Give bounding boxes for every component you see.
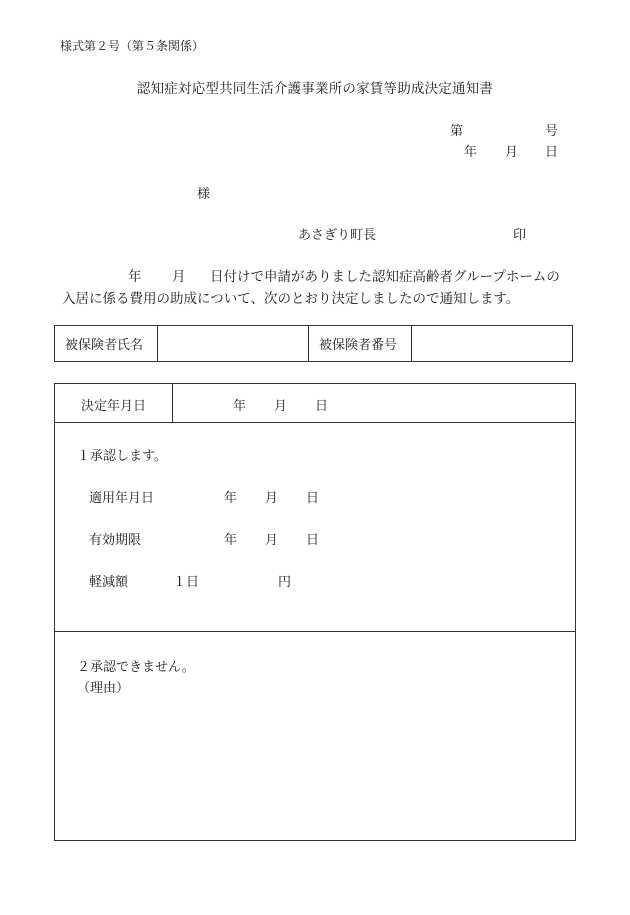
apply-date-label: 適用年月日 [89, 491, 155, 506]
decision-month: 月 [274, 399, 288, 414]
date-day: 日 [545, 145, 559, 160]
doc-number-prefix: 第 [450, 124, 464, 139]
insured-name-field[interactable] [158, 326, 309, 362]
intro-line1: 日付けで申請がありました認知症高齢者グループホームの [210, 269, 560, 285]
yen-label: 円 [278, 575, 292, 590]
per-day-label: １日 [173, 575, 200, 590]
date-year: 年 [464, 145, 478, 160]
date-month: 月 [505, 145, 519, 160]
apply-day: 日 [306, 491, 320, 506]
seal-mark: 印 [513, 228, 527, 243]
doc-number-suffix: 号 [545, 124, 559, 139]
apply-year: 年 [224, 491, 238, 506]
document-title: 認知症対応型共同生活介護事業所の家賃等助成決定通知書 [136, 81, 494, 97]
valid-day: 日 [306, 533, 320, 548]
decision-box [54, 383, 576, 841]
approved-heading: １承認します。 [77, 449, 167, 464]
insured-number-field[interactable] [412, 326, 573, 362]
addressee-suffix: 様 [197, 187, 211, 202]
decision-day: 日 [315, 399, 329, 414]
reason-label: （理由） [77, 681, 130, 696]
intro-line2: 入居に係る費用の助成について、次のとおり決定しましたので通知します。 [62, 291, 520, 307]
form-number: 様式第２号（第５条関係） [60, 39, 205, 53]
divider [172, 384, 173, 422]
decision-date-label: 決定年月日 [81, 399, 147, 414]
issuer-name: あさぎり町長 [298, 228, 377, 243]
rejected-heading: ２承認できません。 [77, 660, 195, 675]
valid-month: 月 [265, 533, 279, 548]
apply-month: 月 [265, 491, 279, 506]
insured-name-label: 被保険者氏名 [55, 326, 158, 362]
insured-number-label: 被保険者番号 [309, 326, 412, 362]
decision-year: 年 [233, 399, 247, 414]
decision-date-row [55, 384, 575, 423]
valid-until-label: 有効期限 [89, 533, 142, 548]
intro-month: 月 [172, 269, 186, 285]
intro-year: 年 [128, 269, 142, 285]
insured-table [54, 325, 573, 362]
section-divider [55, 631, 575, 632]
reduction-label: 軽減額 [89, 575, 129, 590]
valid-year: 年 [224, 533, 238, 548]
